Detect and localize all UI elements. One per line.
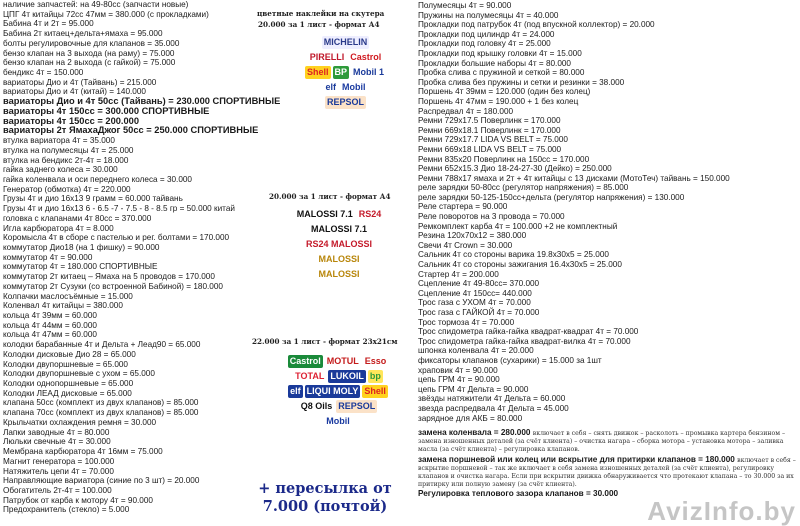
sticker-logo: Mobil 1 bbox=[353, 67, 385, 77]
service-description: включает в себя – вскрытие поршневой – так же включает в себя замена изношенных деталей (за счёт клиента), регулировку клапанов и очистка нагара. Если при вскрытии движка обнаруживается что протекают клапана – то 30.000 за их притирку или полную замену (за счёт клиента). bbox=[418, 456, 796, 489]
price-item: Трос газа с ГАЙКОЙ 4т = 70.000 bbox=[418, 308, 540, 317]
price-item: Прокладки под головку 4т = 25.000 bbox=[418, 39, 551, 49]
price-item: шпонка коленвала 4т = 20.000 bbox=[418, 346, 534, 356]
sticker-logo: Shell bbox=[364, 386, 386, 396]
price-item: Пробка слива без пружины и сетки и резинки = 38.000 bbox=[418, 77, 625, 87]
price-item: Сальник 4т со стороны варика 19.8x30x5 = 25.000 bbox=[418, 250, 609, 260]
price-item: фиксаторы клапанов (сухарики) = 15.000 за 1шт bbox=[418, 355, 602, 365]
price-item: Стартер 4т = 200.000 bbox=[418, 269, 499, 279]
price-item: наличие запчастей: на 49-80сс (запчасти новые) bbox=[3, 0, 189, 9]
price-item: Ремни 835x20 Поверлинк на 150сс = 170.000 bbox=[418, 154, 590, 164]
service-item bbox=[418, 455, 796, 489]
price-item: Коромысла 4т в сборе с пастелью и рег. болтами = 170.000 bbox=[3, 233, 230, 243]
sticker-logo: MALOSSI 7.1 bbox=[310, 224, 367, 234]
sticker-logo: MALOSSI bbox=[318, 254, 360, 264]
price-item: Трос спидометра гайка-гайка квадрат-квадрат 4т = 70.000 bbox=[418, 327, 639, 337]
price-item: бендикс 4т = 150.000 bbox=[3, 68, 84, 78]
price-item: Поршень 4т 47мм = 190.000 + 1 без колец bbox=[418, 96, 579, 106]
sticker-logo: Q8 Oils bbox=[300, 401, 333, 411]
price-item: вариаторы 4т 150сс = 300.000 СПОРТИВНЫЕ bbox=[3, 105, 210, 116]
sticker-logo: RS24 MALOSSI bbox=[305, 239, 372, 249]
price-item: бензо клапан на 2 выхода (с гайкой) = 75.000 bbox=[3, 58, 176, 68]
price-list-left bbox=[3, 0, 280, 515]
price-item: Прокладки большие наборы 4т = 80.000 bbox=[418, 58, 571, 68]
price-item: цепь ГРМ 4т = 90.000 bbox=[418, 375, 500, 385]
price-item: Пружины на полумесяцы 4т = 40.000 bbox=[418, 10, 559, 20]
price-item: коммутатор Дио18 (на 1 фишку) = 90.000 bbox=[3, 242, 160, 252]
sticker-logo: LUKOIL bbox=[330, 371, 364, 381]
price-item: коммутатор 2т Сузуки (со встроенной Бабиной) = 180.000 bbox=[3, 281, 223, 291]
price-item: Игла карбюратора 4т = 8.000 bbox=[3, 223, 114, 233]
service-title: Регулировка теплового зазора клапанов = 30.000 bbox=[418, 489, 619, 499]
price-item: кольца 4т 39мм = 60.000 bbox=[3, 311, 97, 320]
sticker-sheet1-image bbox=[303, 36, 388, 156]
price-item: Прокладки под цилиндр 4т = 24.000 bbox=[418, 29, 555, 39]
price-item: втулка на полумесяцы 4т = 25.000 bbox=[3, 145, 134, 155]
price-item: Прокладки под крышку головки 4т = 15.000 bbox=[418, 48, 582, 58]
price-item: вариаторы Дио и 4т (Тайвань) = 215.000 bbox=[3, 77, 157, 87]
price-item: Полумесяцы 4т = 90.000 bbox=[418, 1, 512, 10]
sticker-logo: Mobil bbox=[342, 82, 366, 92]
price-item: втулка вариатора 4т = 35.000 bbox=[3, 136, 115, 146]
price-item: Ремни 788x17 ямаха и 2т + 4т китайцы с 13 дисками (МотоТеч) тайвань = 150.000 bbox=[418, 173, 730, 183]
price-item: Свечи 4т Crown = 30.000 bbox=[418, 240, 513, 250]
price-item: клапана 70сс (комплект из двух клапанов) = 85.000 bbox=[3, 408, 199, 418]
price-item: Колодки двупоршневые с ухом = 65.000 bbox=[3, 369, 155, 379]
price-item: Колодки однопоршневые = 65.000 bbox=[3, 379, 134, 389]
price-item: реле зарядки 50-125-150сс+дельта (регулятор напряжения) = 130.000 bbox=[418, 192, 685, 202]
price-item: Бабина 4т и 2т = 95.000 bbox=[3, 19, 94, 29]
price-item: клапана 50сс (комплект из двух клапанов) = 85.000 bbox=[3, 398, 199, 408]
sticker-logo: elf bbox=[290, 386, 301, 396]
price-item: Трос спидометра гайка-гайка квадрат-вилка 4т = 70.000 bbox=[418, 336, 631, 346]
price-item: храповик 4т = 90.000 bbox=[418, 365, 498, 375]
sticker-sheet1-price: 20.000 за 1 лист - формат А4 bbox=[258, 20, 380, 29]
price-item: Мембрана карбюратора 4т 16мм = 75.000 bbox=[3, 447, 163, 457]
price-item: реле зарядки 50-80сс (регулятор напряжения) = 85.000 bbox=[418, 183, 629, 193]
price-item: Прокладки под патрубок 4т (под впускной коллектор) = 20.000 bbox=[418, 20, 655, 30]
price-item: Люльки свечные 4т = 30.000 bbox=[3, 437, 111, 447]
price-list-right bbox=[418, 1, 730, 423]
price-item: Поршень 4т 39мм = 120.000 (один без колец) bbox=[418, 87, 591, 97]
sticker-logo: bp bbox=[369, 371, 381, 381]
price-item: Обогатитель 2т-4т = 100.000 bbox=[3, 485, 112, 495]
price-item: Резина 120x70x12 = 380.000 bbox=[418, 231, 527, 241]
price-item: Реле поворотов на 3 провода = 70.000 bbox=[418, 212, 565, 222]
bottom-right-block bbox=[418, 428, 796, 526]
price-item: Ремни 669x18 LIDA VS BELT = 75.000 bbox=[418, 144, 562, 154]
price-item: Сцепление 4т 150сс= 440.000 bbox=[418, 288, 532, 298]
service-item bbox=[418, 428, 796, 454]
price-item: колодки барабанные 4т и Дельта + Леад90 = 65.000 bbox=[3, 340, 201, 350]
price-item: Трос тормоза 4т = 70.000 bbox=[418, 317, 515, 327]
sticker-logo: RS24 bbox=[358, 209, 382, 219]
sticker-logo: Castrol bbox=[289, 356, 321, 366]
price-item: Ремни 729x17.5 Поверлинк = 170.000 bbox=[418, 116, 561, 126]
price-item: Коленвал 4т китайцы = 380.000 bbox=[3, 301, 123, 311]
sticker-sheet2-price: 20.000 за 1 лист - формат А4 bbox=[269, 192, 391, 201]
service-description: включает в себя – снять движок – расколоть – промывка картера бензином – замена изношенных деталей (за счёт клиента) – очистка нагара – сборка мотора – установка мотора – заливка масла (за счёт клиента) – регулировка клапанов. bbox=[418, 430, 786, 454]
sticker-logo: PIRELLI bbox=[309, 52, 345, 62]
price-item: болты регулировочные для клапанов = 35.000 bbox=[3, 38, 180, 48]
price-item: Магнит генератора = 100.000 bbox=[3, 456, 115, 466]
sticker-logo: Shell bbox=[306, 67, 329, 77]
price-item: Лапки заводные 4т = 80.000 bbox=[3, 427, 110, 437]
sticker-logo: TOTAL bbox=[295, 371, 325, 381]
sticker-sheet3-image bbox=[286, 355, 390, 475]
price-item: Направляющие вариатора (синие по 3 шт) = 20.000 bbox=[3, 476, 200, 486]
price-item: Трос газа с УХОМ 4т = 70.000 bbox=[418, 298, 531, 308]
price-item: Бабина 2т китаец+дельта+ямаха = 95.000 bbox=[3, 29, 163, 39]
sticker-logo: Mobil bbox=[326, 416, 350, 426]
sticker-sheet1-title: цветные наклейки на скутера bbox=[257, 9, 385, 18]
price-item: Грузы 4т и дио 16x13 9 грамм = 60.000 тайвань bbox=[3, 194, 183, 204]
price-item: Распредвал 4т = 180.000 bbox=[418, 106, 514, 116]
sticker-logo: MICHELIN bbox=[323, 37, 368, 47]
price-item: коммутатор 4т = 180.000 СПОРТИВНЫЕ bbox=[3, 262, 158, 272]
price-item: Ремни 729x17.7 LIDA VS BELT = 75.000 bbox=[418, 135, 568, 145]
price-item: кольца 4т 44мм = 60.000 bbox=[3, 320, 97, 330]
service-title: замена коленвала = 280.000 bbox=[418, 428, 531, 437]
watermark-logo: AvizInfo.by bbox=[647, 496, 796, 526]
price-item: Колодки двупоршневые = 65.000 bbox=[3, 359, 128, 369]
sticker-logo: REPSOL bbox=[326, 97, 364, 107]
sticker-logo: Castrol bbox=[350, 52, 382, 62]
price-item: Сцепление 4т 49-80сс= 370.000 bbox=[418, 279, 540, 289]
price-item: Колпачки маслосъёмные = 15.000 bbox=[3, 291, 133, 301]
sticker-logo: MALOSSI 7.1 bbox=[296, 209, 353, 219]
sticker-logo: BP bbox=[334, 67, 348, 77]
price-item: коммутатор 2т китаец – Ямаха на 5 проводов = 170.000 bbox=[3, 272, 215, 282]
price-item: коммутатор 4т = 90.000 bbox=[3, 252, 93, 262]
price-item: звезда распредвала 4т Дельта = 45.000 bbox=[418, 403, 569, 413]
price-item: Реле стартера = 90.000 bbox=[418, 202, 508, 212]
price-item: Грузы 4т и дио 16x13 6 - 6.5 -7 - 7.5 - 8 - 8.5 гр = 50.000 китай bbox=[3, 204, 235, 214]
price-item: вариаторы 4т 150сс = 200.000 bbox=[3, 115, 139, 126]
price-item: Крыльчатки охлаждения ремня = 30.000 bbox=[3, 417, 157, 427]
price-item: гайка коленвала и оси переднего колеса = 30.000 bbox=[3, 174, 192, 184]
price-item: звёзды натяжители 4т Дельта = 60.000 bbox=[418, 394, 566, 404]
service-title: замена поршневой или колец или вскрытие для притирки клапанов = 180.000 bbox=[418, 454, 735, 464]
price-item: Патрубок от карба к мотору 4т = 90.000 bbox=[3, 495, 153, 505]
price-item: Генератор (обмотка) 4т = 220.000 bbox=[3, 184, 131, 194]
price-item: вариаторы Дио и 4т 50сс (Тайвань) = 230.000 СПОРТИВНЫЕ bbox=[3, 96, 281, 107]
price-item: головка с клапанами 4т 80сс = 370.000 bbox=[3, 213, 152, 223]
price-item: Колодки дисковые Дио 28 = 65.000 bbox=[3, 349, 136, 359]
price-item: кольца 4т 47мм = 60.000 bbox=[3, 330, 97, 340]
price-item: цепь ГРМ 4т Дельта = 90.000 bbox=[418, 384, 529, 394]
sticker-logo: MALOSSI bbox=[318, 269, 360, 279]
price-item: втулка на бендикс 2т-4т = 18.000 bbox=[3, 155, 129, 165]
price-item: Ремни 669x18.1 Поверлинк = 170.000 bbox=[418, 125, 561, 135]
price-item: зарядное для АКБ = 80.000 bbox=[418, 413, 523, 423]
sticker-logo: LIQUI MOLY bbox=[306, 386, 359, 396]
sticker-logo: Esso bbox=[364, 356, 387, 366]
price-item: Пробка слива с пружиной и сеткой = 80.000 bbox=[418, 68, 585, 78]
price-item: вариаторы 2т ЯмахаДжог 50сс = 250.000 СПОРТИВНЫЕ bbox=[3, 125, 259, 136]
price-item: Ремкомплект карба 4т = 100.000 +2 не комплектный bbox=[418, 221, 618, 231]
price-item: Предохранитель (стекло) = 5.000 bbox=[3, 505, 130, 515]
price-item: Сальник 4т со стороны зажигания 16.4x30x5 = 25.000 bbox=[418, 260, 622, 270]
price-item: гайка заднего колеса = 30.000 bbox=[3, 165, 118, 175]
price-item: Натяжитель цепи 4т = 70.000 bbox=[3, 466, 114, 476]
sticker-sheet3-price: 22.000 за 1 лист - формат 23x21см bbox=[252, 337, 398, 346]
sticker-logo: MOTUL bbox=[326, 356, 359, 366]
sticker-sheet2-image bbox=[293, 208, 385, 336]
price-item: бензо клапан на 3 выхода (на раму) = 75.000 bbox=[3, 48, 175, 58]
services-list bbox=[418, 428, 796, 498]
price-item: ЦПГ 4т китайцы 72сс 47мм = 380.000 (с прокладками) bbox=[3, 9, 209, 19]
price-item: Колодки ЛЕАД дисковые = 65.000 bbox=[3, 388, 132, 398]
price-item: вариаторы Дио и 4т (китай) = 140.000 bbox=[3, 87, 146, 97]
shipping-note: + пересылка от 7.000 (почтой) bbox=[258, 480, 392, 515]
sticker-logo: REPSOL bbox=[338, 401, 376, 411]
price-item: Ремни 652x15.3 Дио 18-24-27-30 (Дейко) = 250.000 bbox=[418, 164, 612, 174]
sticker-logo: elf bbox=[325, 82, 336, 92]
